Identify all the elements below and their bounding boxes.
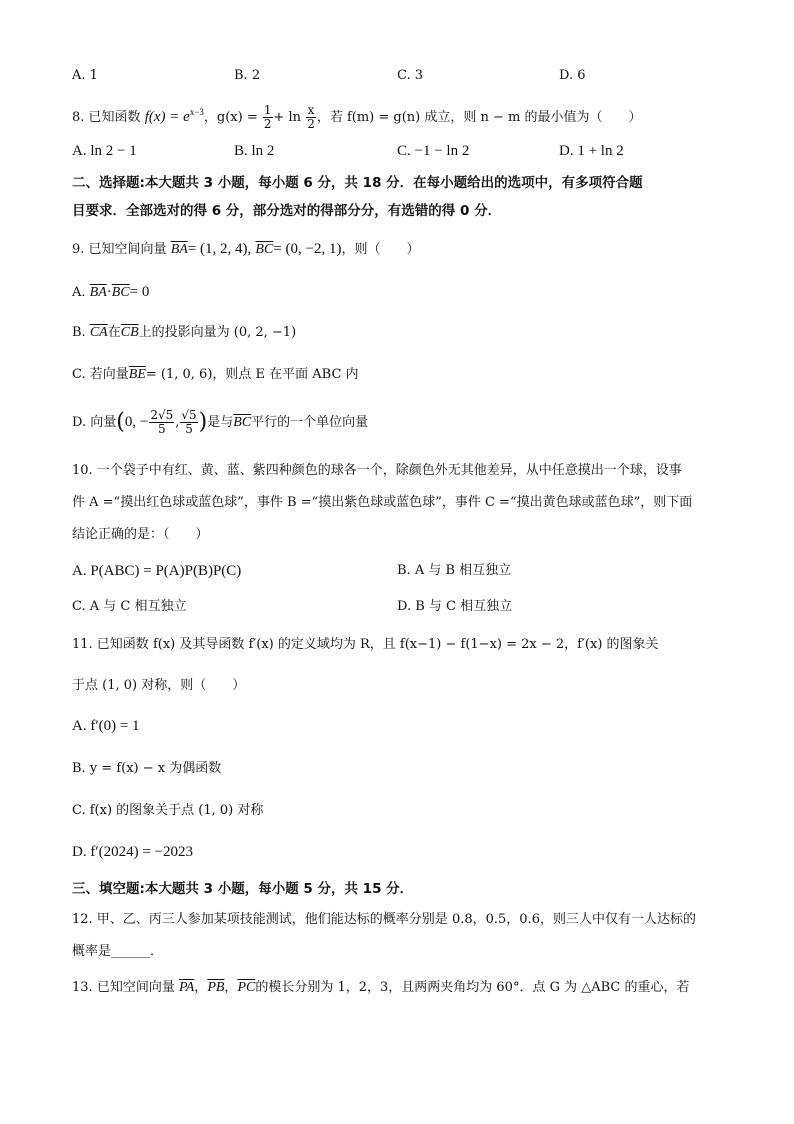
q11-option-b: B. y = f(x) − x 为偶函数 [72, 761, 222, 776]
q10-option-a: A. P(ABC) = P(A)P(B)P(C) [72, 563, 242, 579]
vector-ca: $\overline{CA}$ [89, 325, 108, 340]
q7-option-a: A. 1 [72, 68, 98, 83]
q8-option-c: C. −1 − ln 2 [397, 143, 470, 159]
section2-heading-line1: 二、选择题:本大题共 3 小题，每小题 6 分，共 18 分．在每小题给出的选项中，有多项符合题 [72, 175, 643, 191]
q9-option-c: C. 若向量$\overline{BE}= (1$, 0, 6)，则点 E 在平面 ABC 内 [72, 367, 359, 382]
vector-ba: $\overline{BA}$ [170, 242, 188, 257]
vector-pc: $\overline{PC}$ [237, 980, 256, 995]
q8-option-a: A. ln 2 − 1 [72, 143, 137, 159]
q13-prefix: 已知空间向量 [96, 980, 175, 995]
vector-be: $\overline{BE}$ [128, 367, 146, 382]
q11-option-a: A. f′(0) = 1 [72, 718, 140, 734]
q10-stem-line2: 件 A =“摸出红色球或蓝色球”，事件 B =“摸出紫色球或蓝色球”，事件 C =“摸出黄色球或蓝色球”，则下面 [72, 495, 693, 510]
q9-stem [72, 240, 419, 259]
q7-option-c: C. 3 [397, 68, 424, 83]
q13-suffix: 的模长分别为 1，2，3，且两两夹角均为 60°．点 G 为 △ABC 的重心，若 [255, 980, 690, 995]
vector-pb: $\overline{PB}$ [207, 980, 225, 995]
q11-stem-line1: 11. 已知函数 f(x) 及其导函数 f′(x) 的定义域均为 R，且 f(x−1) − f(1−x) = 2x − 2，f′(x) 的图象关 [72, 637, 659, 652]
q8-f-definition: f(x) = e [144, 109, 190, 125]
q12-stem-line1: 12. 甲、乙、丙三人参加某项技能测试，他们能达标的概率分别是 0.8，0.5，0.6，则三人中仅有一人达标的 [72, 912, 696, 927]
vector-bc: $\overline{BC}$ [255, 242, 274, 257]
q8-prefix: 已知函数 [88, 110, 141, 125]
q8-number: 8. [72, 110, 85, 125]
q9-option-b: B. $\overline{CA}$在$\overline{CB}$上的投影向量为 (0, 2, −1) [72, 325, 297, 340]
q10-stem-line1: 10. 一个袋子中有红、黄、蓝、紫四种颜色的球各一个，除颜色外无其他差异，从中任意摸出一个球，设事 [72, 463, 682, 478]
q8-plus-ln: + ln [273, 110, 302, 125]
q8-option-b: B. ln 2 [234, 143, 275, 159]
q11-option-d: D. f′(2024) = −2023 [72, 844, 194, 860]
q8-suffix: ，若 f(m) = g(n) 成立，则 n − m 的最小值为（ ） [316, 110, 642, 125]
q9-option-d: D. 向量(0, − $\frac{2√5}{5}$ , $\frac{√5}{5}$ )是与$\overline{BC}$平行的一个单位向量 [72, 408, 369, 436]
q9-prefix: 已知空间向量 [88, 242, 167, 257]
q8-half-fraction: $\frac{1}{2}$ [263, 103, 272, 131]
q7-option-d: D. 6 [559, 68, 586, 83]
q7-option-b: B. 2 [234, 68, 261, 83]
q13-stem: 13. 已知空间向量 $\overline{PA}$，$\overline{PB}$，$\overline{PC}$的模长分别为 1，2，3，且两两夹角均为 60°．点 G 为 △ABC 的重心，若 [72, 980, 690, 995]
q10-option-b: B. A 与 B 相互独立 [397, 563, 512, 578]
q11-stem-line2: 于点 (1, 0) 对称，则（ ） [72, 678, 246, 693]
q9-suffix: ，则（ ） [341, 242, 420, 257]
vector-cb: $\overline{CB}$ [120, 325, 139, 340]
q8-f-exponent: x−3 [189, 107, 204, 117]
q9-d-fraction-2: $\frac{√5}{5}$ [181, 408, 197, 436]
q10-stem-line3: 结论正确的是：（ ） [72, 527, 209, 542]
section2-heading-line2: 目要求．全部选对的得 6 分，部分选对的得部分分，有选错的得 0 分． [72, 203, 502, 219]
q8-x-over-2-fraction: $\frac{x}{2}$ [307, 103, 315, 131]
q10-option-c: C. A 与 C 相互独立 [72, 599, 187, 614]
q9-option-a: A. $\overline{BA}\cdot\overline{BC}= 0$ [72, 284, 150, 300]
q8-g-prefix: ，g(x) = [203, 110, 258, 125]
q9-ba-value: = (1, 2, 4), [187, 241, 252, 257]
section3-heading: 三、填空题:本大题共 3 小题，每小题 5 分，共 15 分． [72, 881, 414, 897]
q9-bc-value: = (0, −2, 1) [273, 241, 342, 257]
q8-option-d: D. 1 + ln 2 [559, 143, 624, 159]
q9-d-fraction-1: $\frac{2√5}{5}$ [150, 408, 174, 436]
vector-pa: $\overline{PA}$ [178, 980, 195, 995]
q10-option-d: D. B 与 C 相互独立 [397, 599, 513, 614]
q9-number: 9. [72, 242, 85, 257]
q13-number: 13. [72, 980, 93, 995]
q8-stem [72, 100, 642, 131]
q11-option-c: C. f(x) 的图象关于点 (1, 0) 对称 [72, 803, 264, 818]
q12-stem-line2: 概率是______． [72, 944, 164, 959]
